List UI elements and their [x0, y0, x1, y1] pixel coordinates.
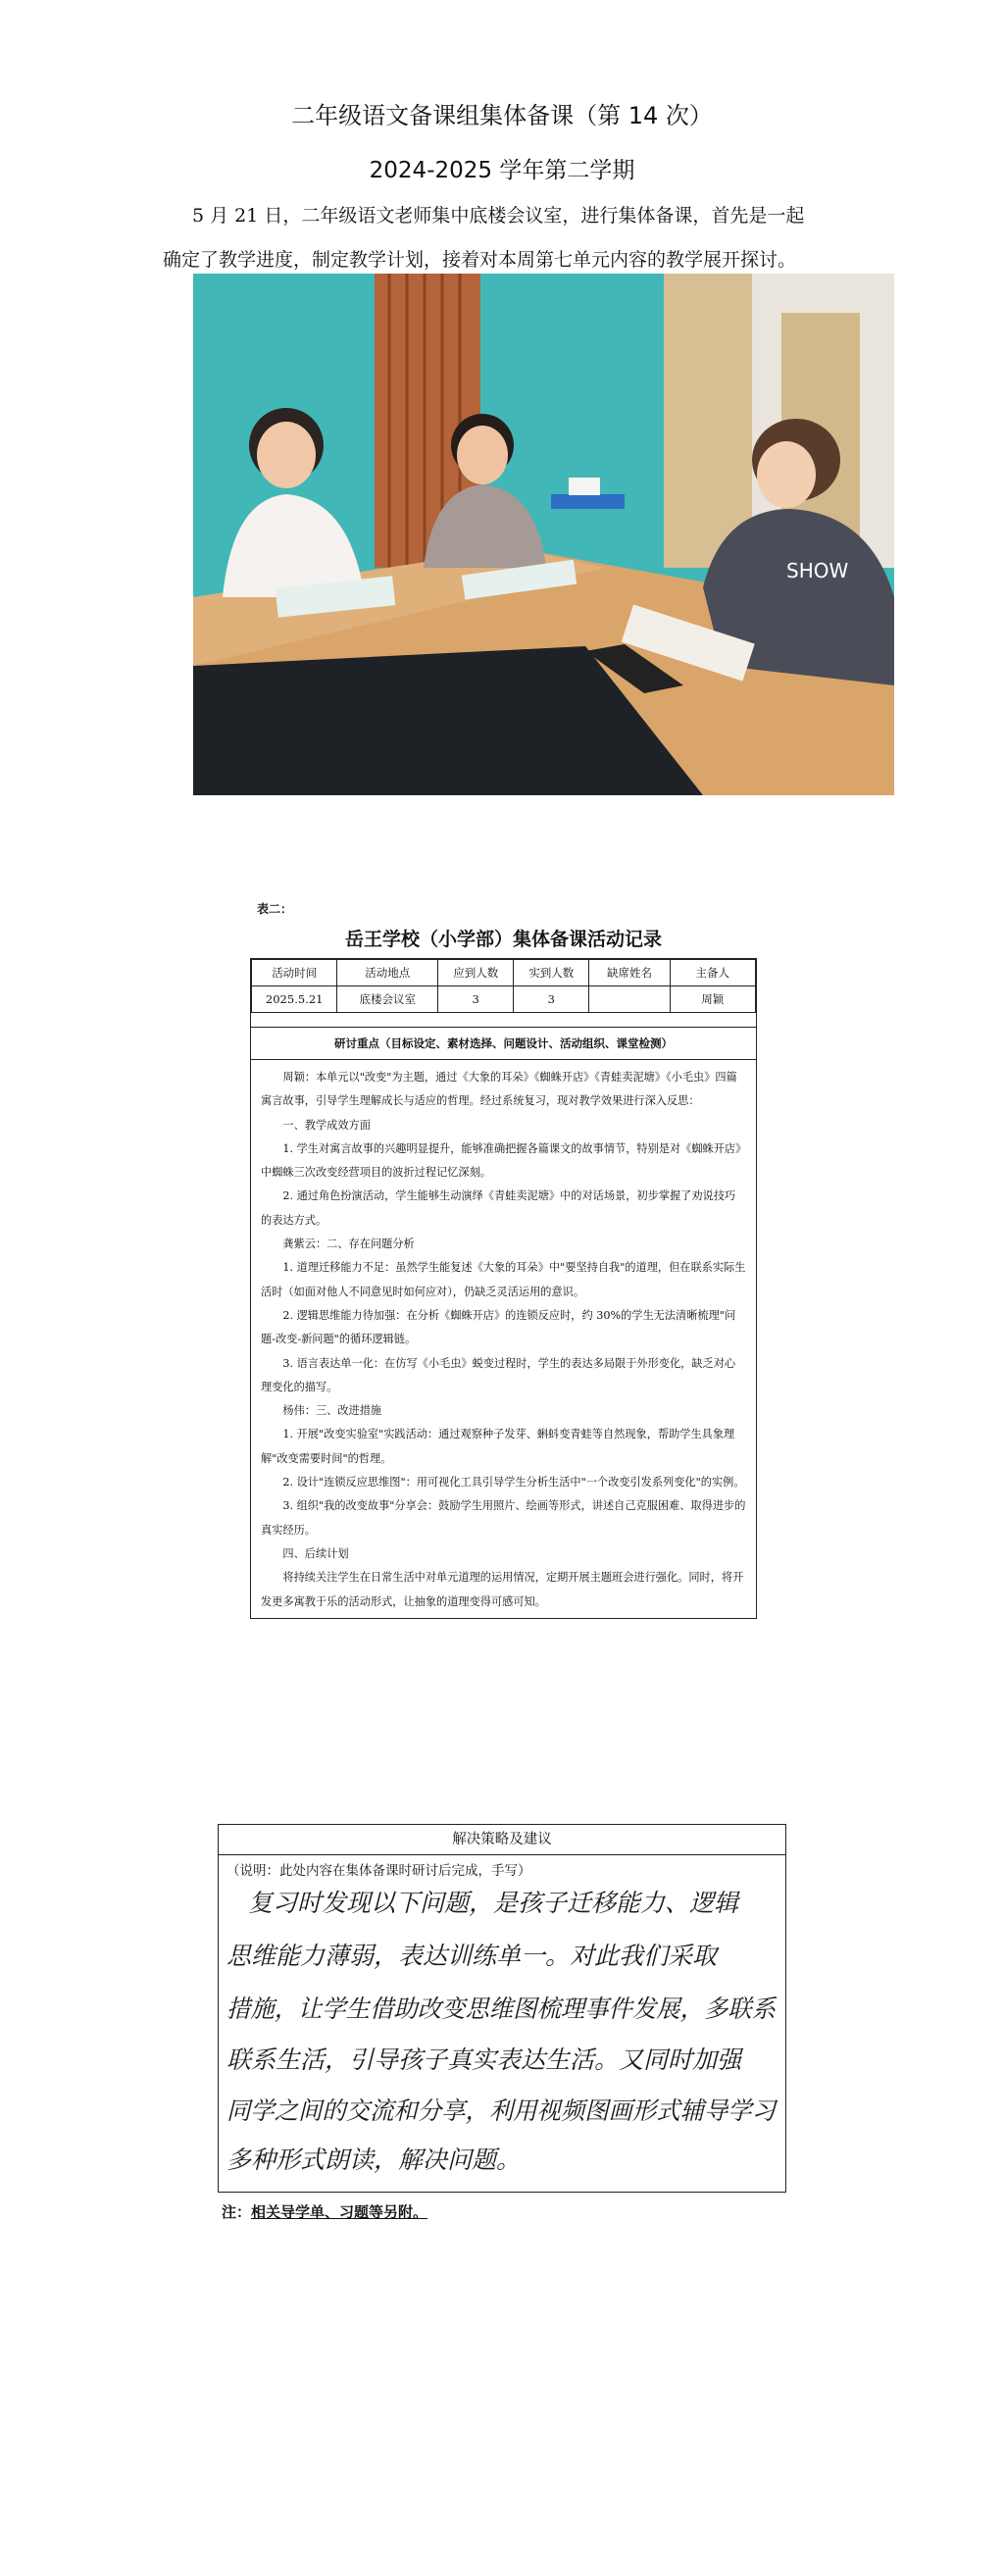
- term-subtitle: 2024-2025 学年第二学期: [369, 158, 635, 183]
- discussion-focus-header: 研讨重点（目标设定、素材选择、问题设计、活动组织、课堂检测）: [251, 1027, 756, 1060]
- note-prefix: 注：: [222, 2203, 252, 2221]
- record-paragraph: 2. 设计"连锁反应思维图"：用可视化工具引导学生分析生活中"一个改变引发系列变化"的实例。: [282, 1476, 745, 1490]
- handwriting-area: [219, 1884, 785, 2194]
- record-paragraph: 3. 语言表达单一化：在仿写《小毛虫》蜕变过程时，学生的表达多局限于外形变化，缺乏对心理变化的描写。: [261, 1356, 736, 1393]
- col-header: 应到人数: [438, 960, 514, 986]
- record-paragraph: 1. 道理迁移能力不足：虽然学生能复述《大象的耳朵》中"要坚持自我"的道理，但在联系实际生活时（如面对他人不同意见时如何应对），仍缺乏灵活运用的意识。: [261, 1261, 746, 1298]
- table-header-row: [252, 960, 756, 986]
- activity-record-form: [250, 958, 757, 1619]
- handwriting-line: 同学之间的交流和分享，利用视频图画形式辅导学习: [226, 2096, 778, 2125]
- record-paragraph: 四、后续计划: [282, 1546, 349, 1560]
- table-tag: 表二：: [257, 902, 293, 916]
- cell-actual: 3: [514, 986, 589, 1013]
- handwriting-line: 复习时发现以下问题，是孩子迁移能力、逻辑: [248, 1889, 739, 1917]
- solution-header: 解决策略及建议: [219, 1825, 785, 1855]
- col-header: 主备人: [670, 960, 755, 986]
- cell-expected: 3: [438, 986, 514, 1013]
- note-text: 相关导学单、习题等另附。: [251, 2203, 428, 2221]
- footer-note: [222, 2201, 427, 2222]
- record-paragraph: 1. 学生对寓言故事的兴趣明显提升，能够准确把握各篇课文的故事情节，特别是对《蜘蛛开店》中蜘蛛三次改变经营项目的波折过程记忆深刻。: [261, 1141, 741, 1180]
- record-title: 岳王学校（小学部）集体备课活动记录: [344, 929, 662, 950]
- record-paragraph: 1. 开展"改变实验室"实践活动：通过观察种子发芽、蝌蚪变青蛙等自然现象，帮助学生具象理解"改变需要时间"的哲理。: [261, 1428, 735, 1465]
- record-info-table: [251, 959, 756, 1013]
- col-header: 活动时间: [252, 960, 337, 986]
- solution-box: [218, 1824, 786, 2193]
- record-paragraph: 一、教学成效方面: [282, 1118, 371, 1132]
- page-title: 二年级语文备课组集体备课（第 14 次）: [291, 102, 713, 129]
- record-paragraph: 3. 组织"我的改变故事"分享会：鼓励学生用照片、绘画等形式，讲述自己克服困难、取得进步的真实经历。: [261, 1499, 746, 1537]
- record-paragraph: 周颖：本单元以"改变"为主题，通过《大象的耳朵》《蜘蛛开店》《青蛙卖泥塘》《小毛虫》四篇寓言故事，引导学生理解成长与适应的哲理。经过系统复习，现对教学效果进行深入反思：: [261, 1071, 737, 1108]
- cell-date: 2025.5.21: [252, 986, 337, 1013]
- record-paragraph: 2. 通过角色扮演活动，学生能够生动演绎《青蛙卖泥塘》中的对话场景，初步掌握了劝说技巧的表达方式。: [261, 1189, 736, 1227]
- intro-text-2: 确定了教学进度，制定教学计划，接着对本周第七单元内容的教学展开探讨。: [163, 249, 797, 271]
- solution-instruction: （说明：此处内容在集体备课时研讨后完成，手写）: [226, 1863, 531, 1879]
- handwriting-line: 多种形式朗读，解决问题。: [226, 2146, 522, 2174]
- meeting-photo: [193, 274, 894, 795]
- col-header: 活动地点: [337, 960, 438, 986]
- col-header: 实到人数: [514, 960, 589, 986]
- handwriting-line: 措施，让学生借助改变思维图梳理事件发展，多联系: [226, 1995, 778, 2023]
- record-paragraph: 将持续关注学生在日常生活中对单元道理的运用情况，定期开展主题班会进行强化。同时，将开发更多寓教于乐的活动形式，让抽象的道理变得可感可知。: [261, 1571, 744, 1608]
- record-body: [251, 1060, 756, 1618]
- handwriting-line: 思维能力薄弱，表达训练单一。对此我们采取: [226, 1942, 718, 1970]
- record-paragraph: 龚紫云：二、存在问题分析: [282, 1237, 415, 1251]
- record-paragraph: 杨伟：三、改进措施: [282, 1404, 382, 1418]
- intro-line-1: [192, 194, 898, 238]
- handwriting-line: 联系生活，引导孩子真实表达生活。又同时加强: [226, 2046, 742, 2074]
- record-paragraph: 2. 逻辑思维能力待加强：在分析《蜘蛛开店》的连锁反应时，约 30%的学生无法清晰梳理"问题-改变-新问题"的循环逻辑链。: [261, 1308, 736, 1346]
- cell-absent: [589, 986, 670, 1013]
- col-header: 缺席姓名: [589, 960, 670, 986]
- cell-place: 底楼会议室: [337, 986, 438, 1013]
- intro-text-1: 5 月 21 日，二年级语文老师集中底楼会议室，进行集体备课，首先是一起: [192, 205, 805, 227]
- table-row: [252, 986, 756, 1013]
- svg-text:SHOW: SHOW: [786, 559, 849, 582]
- cell-lead: 周颖: [670, 986, 755, 1013]
